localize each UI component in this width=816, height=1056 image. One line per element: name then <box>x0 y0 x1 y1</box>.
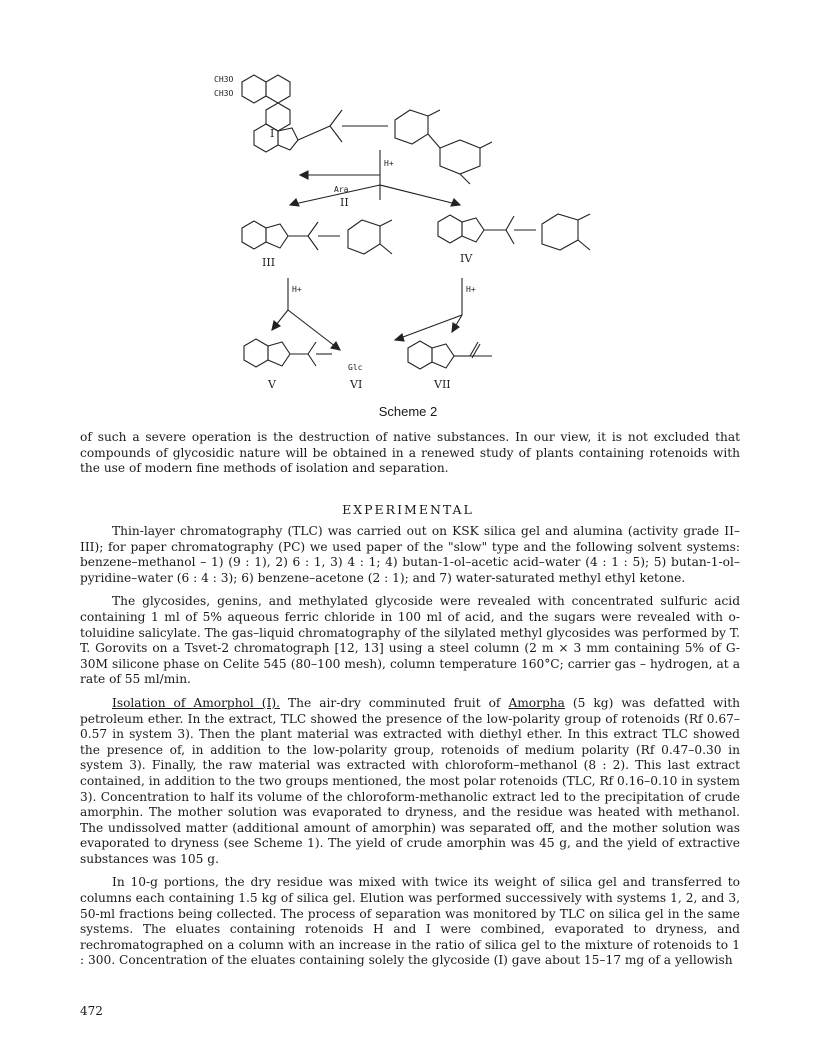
page-number: 472 <box>80 1004 103 1018</box>
acid-label-1: H+ <box>384 159 394 168</box>
amorpha-term: Amorpha <box>508 695 565 710</box>
compound-label-V: V <box>268 378 276 391</box>
acid-label-3: H+ <box>466 285 476 294</box>
compound-label-VII: VII <box>434 378 451 391</box>
compound-name-VI: Glc <box>348 363 363 372</box>
compound-label-IV: IV <box>460 252 473 265</box>
section-heading: EXPERIMENTAL <box>342 502 474 517</box>
compound-label-III: III <box>262 256 276 269</box>
compound-label-I: I <box>270 127 275 140</box>
paragraph-chromatography: Thin-layer chromatography (TLC) was carried out on KSK silica gel and alumina (activity grade II–III); for paper chromatography (PC) we used paper of the "slow" type and the following solvent systems: benzene–methanol – 1) (9 : 1), 2) 6 : 1, 3) 4 : 1; 4) butan-1-ol–acetic acid–water (4 : 1 : 5); 5) butan-1-ol–pyridine–water (6 : 4 : 3); 6) benzene–acetone (2 : 1); and 7) water-saturated methyl ethyl ketone. <box>80 524 740 585</box>
acid-label-2: H+ <box>292 285 302 294</box>
paragraph-isolation <box>80 696 740 868</box>
paragraph-column: In 10-g portions, the dry residue was mixed with twice its weight of silica gel and transferred to columns each containing 1.5 kg of silica gel. Elution was performed successively with systems 1, 2, and 3, 50-ml fractions being collected. The process of separation was monitored by TLC on silica gel in the same systems. The eluates containing rotenoids H and I were combined, evaporated to dryness, and rechromatographed on a column with an increase in the ratio of silica gel to the mixture of rotenoids to 1 : 300. Concentration of the eluates containing solely the glycoside (I) gave about 15–17 mg of a yellowish <box>80 875 740 968</box>
methoxy-label-top: CH3O <box>214 75 234 84</box>
intro-text <box>80 430 740 485</box>
paragraph-detection: The glycosides, genins, and methylated glycoside were revealed with concentrated sulfuric acid containing 1 ml of 5% aqueous ferric chloride in 100 ml of acid, and the sugars were revealed with o-toluidine salicylate. The gas–liquid chromatography of the silylated methyl glycosides was performed by T. T. Gorovits on a Tsvet-2 chromatograph [12, 13] using a steel column (2 m × 3 mm containing 5% of G-30M silicone phase on Celite 545 (80–100 mesh), column temperature 160°C; carrier gas – hydrogen, at a rate of 55 ml/min. <box>80 594 740 687</box>
isolation-text-b: (5 kg) was defatted with petroleum ether. In the extract, TLC showed the presence of the low-polarity group of rotenoids (Rf 0.67–0.57 in system 3). Then the plant material was extracted with diethyl ether. In this extract TLC showed the presence of, in addition to the low-polarity group, rotenoids of medium polarity (Rf 0.47–0.30 in system 3). Finally, the raw material was extracted with chloroform–methanol (8 : 2). This last extract contained, in addition to the two groups mentioned, the most polar rotenoids (TLC, Rf 0.16–0.10 in system 3). Concentration to half its volume of the chloroform-methanolic extract led to the precipitation of crude amorphin. The mother solution was evaporated to dryness, and the residue was heated with methanol. The undissolved matter (additional amount of amorphin) was separated off, and the mother solution was evaporated to dryness (see Scheme 1). The yield of crude amorphin was 45 g, and the yield of extractive substances was 105 g. <box>80 695 740 866</box>
reaction-scheme <box>0 0 816 430</box>
scheme-caption: Scheme 2 <box>378 404 438 419</box>
scheme-drawing <box>0 0 816 400</box>
compound-name-II: Ara <box>334 185 349 194</box>
compound-label-II: II <box>340 196 349 209</box>
intro-paragraph: of such a severe operation is the destruction of native substances. In our view, it is not excluded that compounds of glycosidic nature will be obtained in a renewed study of plants containing rotenoids with the use of modern fine methods of isolation and separation. <box>80 430 740 476</box>
experimental-body <box>80 524 740 977</box>
isolation-title: Isolation of Amorphol (I). <box>112 695 281 710</box>
compound-label-VI: VI <box>350 378 363 391</box>
isolation-text-a: The air-dry comminuted fruit of <box>280 695 509 710</box>
methoxy-label-bottom: CH3O <box>214 89 234 98</box>
